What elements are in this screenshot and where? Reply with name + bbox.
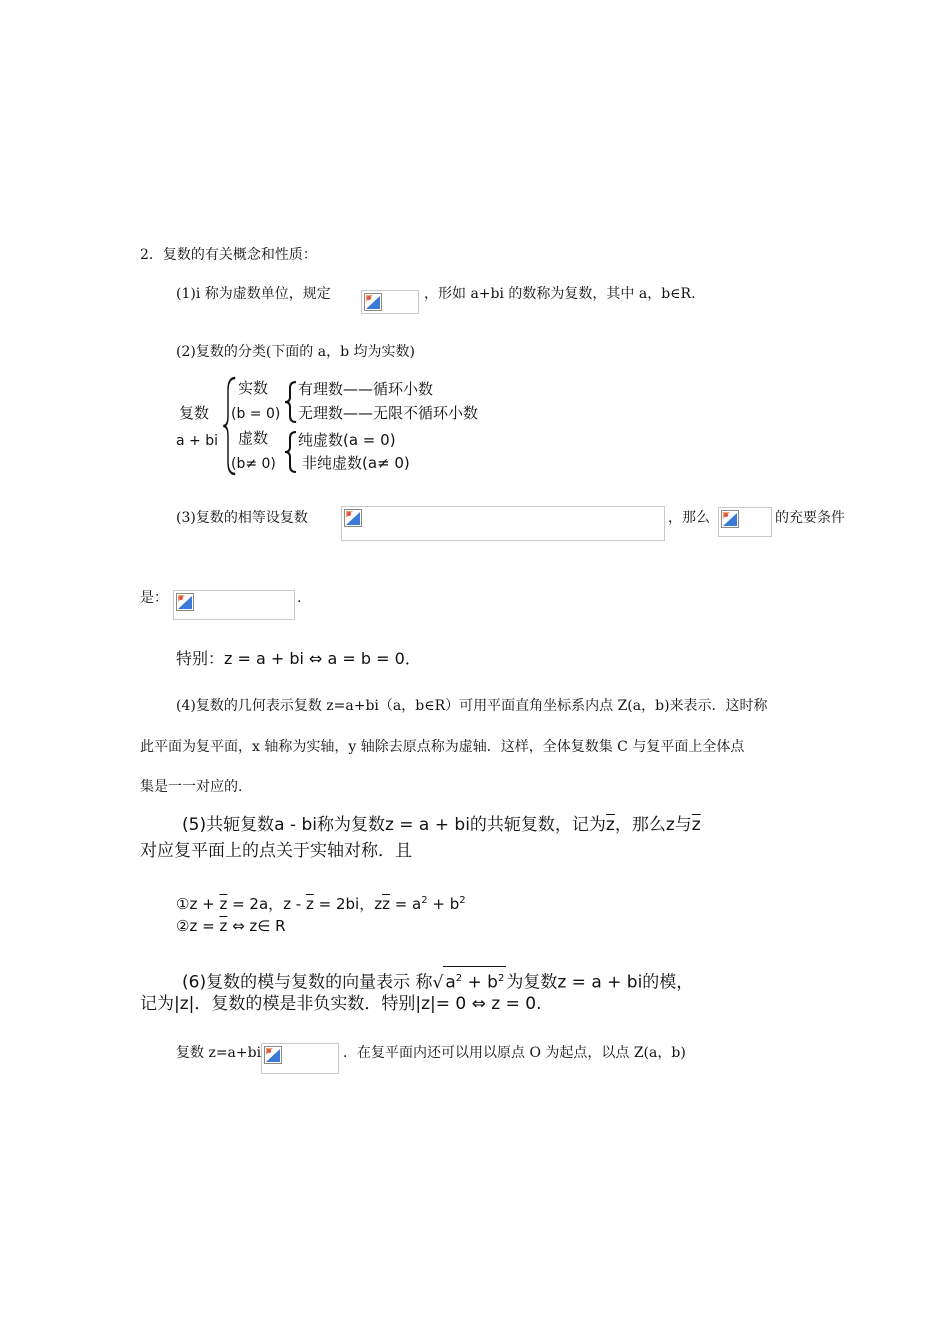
p6-line-1: (6)复数的模与复数的向量表示 称√ $a^2 + b^2$ 为复数z = a + bi的模， [182, 966, 693, 995]
conjugate-equations-1: ①z + $\overline{z} = 2a$，$z - \overline{z} = 2bi$，$z\overline{z} = a^2 + b^2$ [176, 895, 466, 913]
p3b-text-after: . [297, 590, 302, 606]
imaginary-condition: (b≠ 0) [231, 456, 276, 472]
section-heading: 2．复数的有关概念和性质： [140, 247, 317, 263]
imaginary-brace [284, 430, 298, 474]
real-item-rational: 有理数——循环小数 [298, 380, 434, 398]
imaginary-label: 虚数 [238, 429, 269, 447]
p5-line-1: (5)共轭复数a - bi称为复数z = a + bi的共轭复数，记为$\overline{z}$，那么z与$\overline{z}$ [182, 815, 701, 835]
sqrt-expression: √ $a^2 + b^2$ [432, 973, 506, 993]
image-placeholder [173, 590, 295, 620]
imag-item-pure: 纯虚数(a = 0) [298, 431, 396, 449]
p7-text-before: 复数 z=a+bi [176, 1045, 262, 1061]
p4-line-1: (4)复数的几何表示复数 z=a+bi（a，b∈R）可用平面直角坐标系内点 Z(a，b)来表示．这时称 [176, 698, 768, 714]
image-placeholder [261, 1043, 339, 1074]
broken-image-icon [721, 510, 739, 528]
p7-text-after: ．在复平面内还可以用以原点 O 为起点，以点 Z(a，b) [343, 1045, 686, 1061]
real-label: 实数 [238, 379, 269, 397]
broken-image-icon [364, 293, 382, 311]
p3-text-mid: ，那么 [668, 510, 710, 526]
special-case: 特别：z = a + bi ⇔ a = b = 0． [176, 649, 421, 668]
p4-line-2: 此平面为复平面，x 轴称为实轴，y 轴除去原点称为虚轴．这样，全体复数集 C 与复平面上全体点 [140, 739, 745, 755]
p4-line-3: 集是一一对应的. [140, 779, 243, 795]
real-brace [284, 380, 298, 424]
image-placeholder [341, 506, 665, 541]
root-expression: a + bi [176, 433, 218, 449]
p3-text-after: 的充要条件 [775, 510, 845, 526]
p3b-text-before: 是： [140, 590, 168, 606]
real-item-irrational: 无理数——无限不循环小数 [298, 404, 479, 422]
image-placeholder [361, 290, 419, 314]
broken-image-icon [176, 593, 194, 611]
p5-line-2: 对应复平面上的点关于实轴对称．且 [140, 841, 412, 861]
imag-item-nonpure: 非纯虚数(a≠ 0) [302, 454, 410, 472]
image-placeholder [718, 507, 772, 537]
conjugate-equations-2: ②z = $\overline{z}$ ⇔ z∈ R [176, 917, 286, 935]
p6-line-2: 记为|z|．复数的模是非负实数．特别|z|= 0 ⇔ z = 0. [140, 994, 542, 1014]
real-condition: (b = 0) [231, 406, 281, 422]
p2-text: (2)复数的分类(下面的 a，b 均为实数) [176, 344, 415, 360]
broken-image-icon [264, 1046, 282, 1064]
p3-text-before: (3)复数的相等设复数 [176, 510, 308, 526]
p1-text-after: ，形如 a+bi 的数称为复数，其中 a，b∈R. [424, 286, 696, 302]
p1-text-before: (1)i 称为虚数单位，规定 [176, 286, 331, 302]
broken-image-icon [344, 509, 362, 527]
root-label: 复数 [179, 404, 210, 422]
